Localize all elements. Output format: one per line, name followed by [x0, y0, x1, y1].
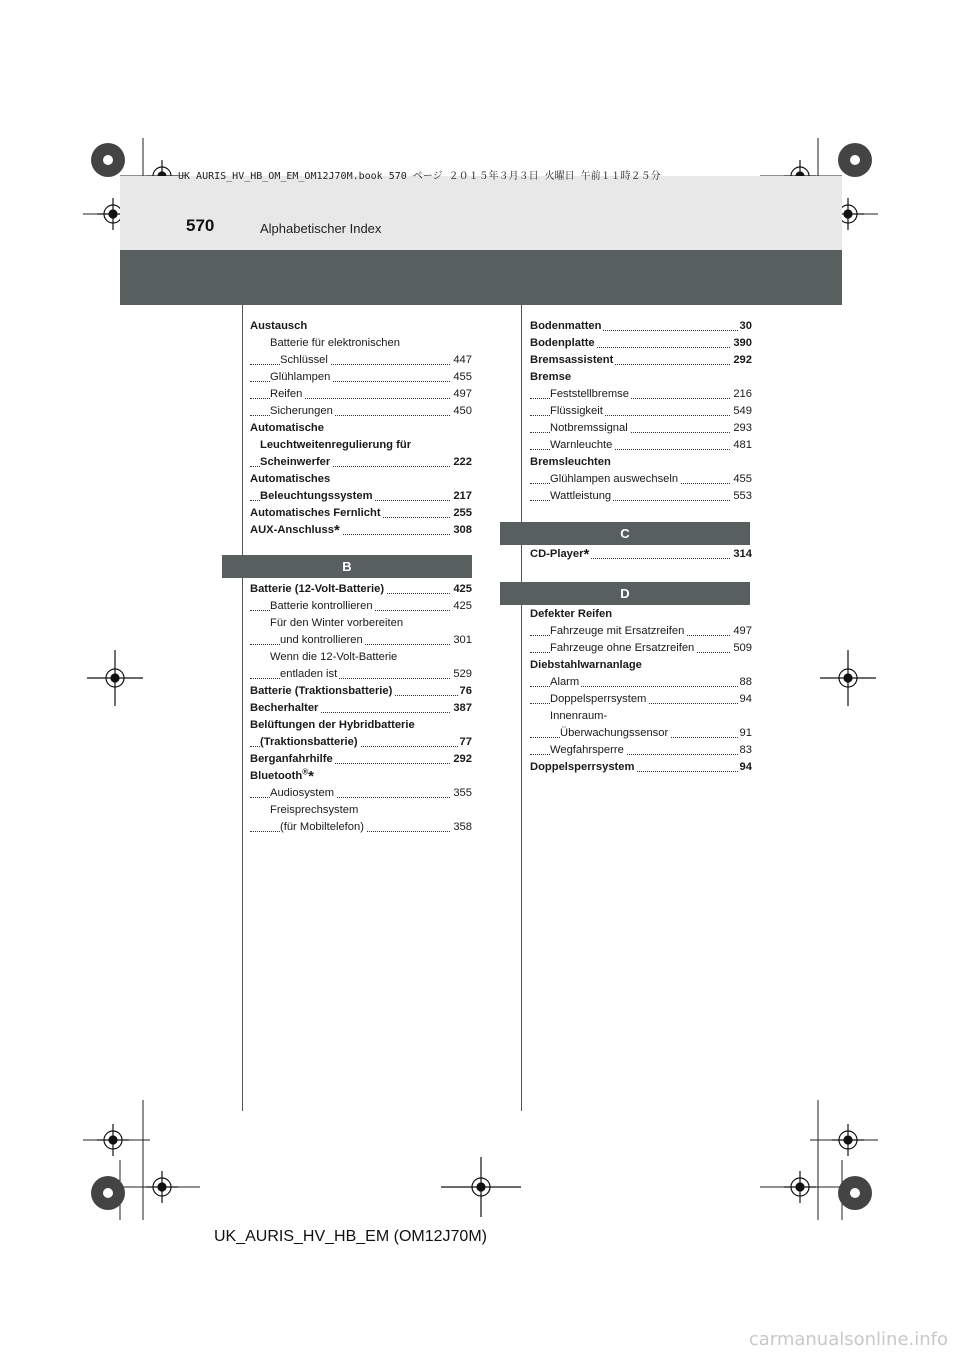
index-entry: [250, 683, 472, 700]
index-entry-page: 77: [458, 734, 472, 751]
index-entry-page: 217: [451, 488, 472, 505]
index-entry-term: AUX-Anschluss*: [250, 522, 340, 539]
index-entry: [250, 666, 472, 683]
index-entry-page: 88: [738, 674, 752, 691]
index-entry: [250, 471, 472, 488]
index-entry: [250, 632, 472, 649]
index-entry-term: (für Mobiltelefon): [280, 821, 364, 833]
index-entry-term: Audiosystem: [270, 787, 335, 799]
index-entry-term: Berganfahrhilfe: [250, 753, 333, 765]
index-entry-term: Defekter Reifen: [530, 608, 613, 620]
index-entry: [250, 437, 472, 454]
column-rule-middle: [521, 305, 522, 1111]
index-entry: [250, 352, 472, 369]
index-entry-term: Notbremssignal: [550, 422, 628, 434]
index-entry: [530, 488, 752, 505]
index-entry-term: Für den Winter vorbereiten: [270, 617, 404, 629]
index-entry-term: Wattleistung: [550, 490, 612, 502]
index-entry-term: Innenraum-: [550, 710, 608, 722]
index-entry-page: 222: [451, 454, 472, 471]
index-entry-term: Wegfahrsperre: [550, 744, 624, 756]
index-entry: [530, 691, 752, 708]
index-entry-term: Überwachungssensor: [560, 727, 669, 739]
index-block-b: [250, 581, 472, 836]
index-entry: [250, 734, 472, 751]
index-entry: [250, 598, 472, 615]
index-entry: [530, 386, 752, 403]
index-entry-term: Feststellbremse: [550, 388, 629, 400]
letter-heading-d: D: [500, 582, 750, 605]
index-entry-term: Leuchtweitenregulierung für: [260, 439, 412, 451]
index-block-b2: [530, 318, 752, 505]
index-entry-page: 30: [738, 318, 752, 335]
index-entry-term: Glühlampen: [270, 371, 331, 383]
index-entry-term: Batterie für elektronischen: [270, 337, 400, 349]
manual-code-footer: UK_AURIS_HV_HB_EM (OM12J70M): [214, 1228, 487, 1245]
index-entry: [530, 352, 752, 369]
index-entry-page: 91: [738, 725, 752, 742]
index-entry: [530, 420, 752, 437]
index-entry: [530, 674, 752, 691]
index-entry: [530, 725, 752, 742]
index-entry-term: CD-Player*: [530, 546, 590, 563]
index-entry-page: 455: [731, 471, 752, 488]
index-entry: [530, 657, 752, 674]
index-entry-page: 497: [451, 386, 472, 403]
index-entry: [530, 369, 752, 386]
index-entry-term: (Traktionsbatterie): [260, 736, 358, 748]
index-block-d: [530, 606, 752, 776]
index-entry: [250, 581, 472, 598]
index-entry-term: Bremsleuchten: [530, 456, 611, 468]
index-entry-term: Fahrzeuge mit Ersatzreifen: [550, 625, 685, 637]
index-entry-term: Belüftungen der Hybridbatterie: [250, 719, 415, 731]
index-entry-term: entladen ist: [280, 668, 338, 680]
index-entry-term: Beleuchtungssystem: [260, 490, 373, 502]
index-entry-page: 509: [731, 640, 752, 657]
index-entry-page: 450: [451, 403, 472, 420]
index-block-c: [530, 546, 752, 563]
index-entry: [530, 437, 752, 454]
index-entry-page: 76: [458, 683, 472, 700]
index-entry-term: Automatisches Fernlicht: [250, 507, 381, 519]
index-entry: [530, 403, 752, 420]
index-entry: [250, 615, 472, 632]
index-entry-term: Bluetooth®*: [250, 768, 314, 785]
index-entry-page: 481: [731, 437, 752, 454]
index-entry-term: Diebstahlwarnanlage: [530, 659, 642, 671]
index-entry-term: Batterie (Traktionsbatterie): [250, 685, 393, 697]
index-entry-page: 94: [738, 691, 752, 708]
index-entry-page: 387: [451, 700, 472, 717]
index-entry: [250, 488, 472, 505]
index-entry-term: Alarm: [550, 676, 580, 688]
index-entry-term: Glühlampen auswechseln: [550, 473, 679, 485]
index-entry: [250, 717, 472, 734]
index-entry-term: Doppelsperrsystem: [530, 761, 635, 773]
index-entry-page: 455: [451, 369, 472, 386]
index-entry: [250, 369, 472, 386]
header-bar: [120, 250, 842, 305]
index-entry-term: Bremse: [530, 371, 572, 383]
index-entry: [530, 546, 752, 563]
index-entry: [250, 700, 472, 717]
page-number: 570: [186, 216, 215, 235]
index-entry-page: 255: [451, 505, 472, 522]
footnote-asterisk: *: [333, 522, 340, 539]
index-entry-page: 83: [738, 742, 752, 759]
index-entry-page: 216: [731, 386, 752, 403]
index-entry: [250, 403, 472, 420]
index-entry-term: und kontrollieren: [280, 634, 363, 646]
index-entry: [530, 335, 752, 352]
index-entry-page: 553: [731, 488, 752, 505]
letter-heading-b: B: [222, 555, 472, 578]
index-entry: [530, 454, 752, 471]
index-entry: [250, 335, 472, 352]
index-entry: [530, 708, 752, 725]
index-entry-term: Reifen: [270, 388, 303, 400]
index-entry-page: 425: [451, 581, 472, 598]
index-entry-page: 425: [451, 598, 472, 615]
index-entry: [530, 742, 752, 759]
index-entry-page: 529: [451, 666, 472, 683]
index-entry-term: Scheinwerfer: [260, 456, 331, 468]
index-entry: [250, 522, 472, 539]
index-entry-term: Batterie (12-Volt-Batterie): [250, 583, 385, 595]
index-entry: [250, 819, 472, 836]
header-band: [120, 176, 842, 250]
index-entry-term: Doppelsperrsystem: [550, 693, 647, 705]
index-entry-page: 292: [451, 751, 472, 768]
footnote-asterisk: *: [583, 546, 590, 563]
page-title: Alphabetischer Index: [260, 221, 382, 236]
index-entry-page: 447: [451, 352, 472, 369]
index-entry-page: 292: [731, 352, 752, 369]
index-entry-term: Batterie kontrollieren: [270, 600, 373, 612]
index-entry-page: 549: [731, 403, 752, 420]
column-rule-left: [242, 305, 243, 1111]
index-entry: [250, 802, 472, 819]
index-entry-page: 308: [451, 522, 472, 539]
index-entry: [250, 649, 472, 666]
index-entry-term: Flüssigkeit: [550, 405, 603, 417]
footnote-asterisk: *: [308, 768, 314, 785]
index-entry-page: 355: [451, 785, 472, 802]
index-entry-term: Wenn die 12-Volt-Batterie: [270, 651, 398, 663]
index-entry-term: Becherhalter: [250, 702, 319, 714]
index-entry: [530, 318, 752, 335]
index-entry-term: Schlüssel: [280, 354, 328, 366]
index-entry-term: Warnleuchte: [550, 439, 613, 451]
index-entry-page: 497: [731, 623, 752, 640]
index-entry-page: 94: [738, 759, 752, 776]
index-entry-term: Bodenmatten: [530, 320, 602, 332]
index-entry: [530, 606, 752, 623]
index-entry: [250, 454, 472, 471]
index-entry-page: 293: [731, 420, 752, 437]
index-entry: [250, 768, 472, 785]
index-entry-term: Austausch: [250, 320, 308, 332]
index-entry-term: Automatisches: [250, 473, 331, 485]
index-entry: [530, 471, 752, 488]
index-entry: [250, 505, 472, 522]
print-info-line: UK AURIS_HV_HB_OM_EM_OM12J70M.book 570 ページ ２０１５年３月３日 火曜日 午前１１時２５分: [178, 171, 661, 182]
index-entry-term: Sicherungen: [270, 405, 333, 417]
index-entry: [530, 623, 752, 640]
index-entry: [250, 751, 472, 768]
index-entry-page: 358: [451, 819, 472, 836]
index-entry: [250, 386, 472, 403]
index-entry-term: Fahrzeuge ohne Ersatzreifen: [550, 642, 695, 654]
index-entry: [250, 318, 472, 335]
index-entry-page: 390: [731, 335, 752, 352]
index-entry-term: Automatische: [250, 422, 324, 434]
index-block-a: [250, 318, 472, 539]
index-entry: [530, 759, 752, 776]
index-entry: [250, 420, 472, 437]
index-entry: [250, 785, 472, 802]
watermark: carmanualsonline.info: [748, 1329, 948, 1350]
index-entry-term: Freisprechsystem: [270, 804, 359, 816]
letter-heading-c: C: [500, 522, 750, 545]
index-entry-term: Bremsassistent: [530, 354, 614, 366]
index-entry-page: 314: [731, 546, 752, 563]
index-entry-page: 301: [451, 632, 472, 649]
index-entry-term: Bodenplatte: [530, 337, 595, 349]
index-entry: [530, 640, 752, 657]
